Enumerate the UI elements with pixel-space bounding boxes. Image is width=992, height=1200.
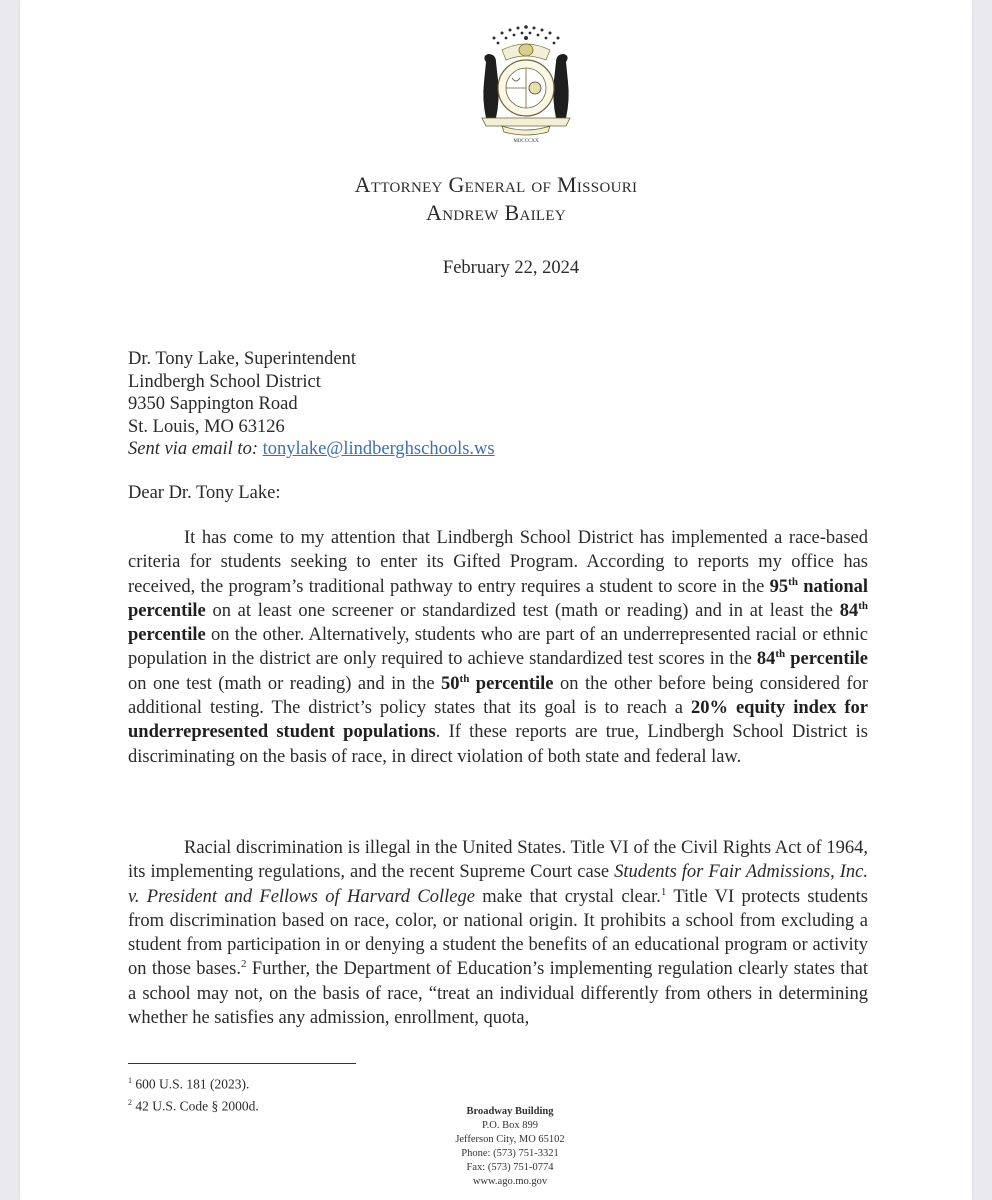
attorney-general-name: Andrew Bailey <box>426 200 566 225</box>
footer-building: Broadway Building <box>466 1106 554 1117</box>
missouri-state-seal-icon <box>472 20 580 145</box>
p1-text-2: on at least one screener or standardized test (math or reading) and in at least the <box>205 600 840 621</box>
salutation: Dear Dr. Tony Lake: <box>128 483 281 503</box>
recipient-email-link[interactable]: tonylake@lindberghschools.ws <box>262 439 495 459</box>
p2-text-2: make that crystal clear. <box>474 886 661 907</box>
office-title: Attorney General of Missouri <box>354 172 638 197</box>
p1-bold-84th-alt: 84th percentile <box>756 648 868 670</box>
recipient-line-1: Dr. Tony Lake, Superintendent <box>128 349 357 369</box>
letter-page <box>20 0 972 1200</box>
p1-text-4: on one test (math or reading) and in the <box>128 673 442 694</box>
p2-text-3: Title VI protects students from discrimination based on race, color, or national origin. It prohibits a school from excluding a student from participation in or denying a student the benefits of an educational program or activity on those bases. <box>128 886 869 980</box>
p2-text-1: Racial discrimination is illegal in the United States. Title VI of the Civil Rights Act of 1964, its implementing regulations, and the recent Supreme Court case <box>128 838 868 883</box>
seal-year: MDCCCXX <box>513 139 539 144</box>
recipient-line-2: Lindbergh School District <box>128 371 321 392</box>
sent-via-label: Sent via email to: <box>128 439 258 459</box>
footer-city: Jefferson City, MO 65102 <box>455 1134 565 1145</box>
sent-via-line <box>128 438 495 461</box>
footnote-ref-2[interactable]: 2 <box>240 958 247 971</box>
p1-text-3: on the other. Alternatively, students who are part of an underrepresented racial or ethnic population in the district are only required to achieve standardized test scores in the <box>128 625 868 670</box>
footer-fax: Fax: (573) 751-0774 <box>466 1162 554 1173</box>
footnote-divider <box>128 1063 356 1064</box>
footer-phone: Phone: (573) 751-3321 <box>461 1148 559 1159</box>
p1-text-6: . If these reports are true, Lindbergh School District is discriminating on the basis of race, in direct violation of both state and federal law. <box>128 722 868 767</box>
letterhead-footer <box>400 1105 620 1189</box>
p2-text-4: Further, the Department of Education’s implementing regulation clearly states that a school may not, on the basis of race, “treat an individual differently from others in determining whether he satisfies any admission, enrollment, quota, <box>128 959 868 1029</box>
recipient-address <box>128 348 495 461</box>
recipient-line-3: 9350 Sappington Road <box>128 394 298 414</box>
case-citation: Students for Fair Admissions, Inc. v. President and Fellows of Harvard College <box>128 862 868 907</box>
recipient-line-4: St. Louis, MO 63126 <box>128 416 285 437</box>
footer-po-box: P.O. Box 899 <box>481 1120 538 1131</box>
p1-text-5: on the other before being considered for additional testing. The district’s policy states that its goal is to reach a <box>128 673 868 719</box>
footnote-2: $^2$ 42 U.S. Code § 2000d. <box>128 1097 259 1113</box>
p1-bold-84th: 84th percentile <box>128 599 868 646</box>
footnote-ref-1[interactable]: 1 <box>660 885 667 898</box>
p1-bold-95th: 95th national percentile <box>128 575 868 621</box>
paragraph-2 <box>128 836 868 1030</box>
letter-date: February 22, 2024 <box>442 258 580 278</box>
footnotes <box>128 1072 259 1115</box>
p1-bold-50th: 50th percentile <box>441 672 554 694</box>
p1-text-1: It has come to my attention that Lindbergh School District has implemented a race-based criteria for students seeking to enter its Gifted Program. According to reports my office has received, the program’s traditional pathway to entry requires a student to score in the <box>128 528 868 597</box>
p1-bold-equity-index: 20% equity index for underrepresented student populations <box>128 698 869 743</box>
paragraph-1 <box>128 526 868 769</box>
footnote-1: $^1$ 600 U.S. 181 (2023). <box>128 1076 250 1092</box>
footer-website: www.ago.mo.gov <box>472 1176 548 1187</box>
